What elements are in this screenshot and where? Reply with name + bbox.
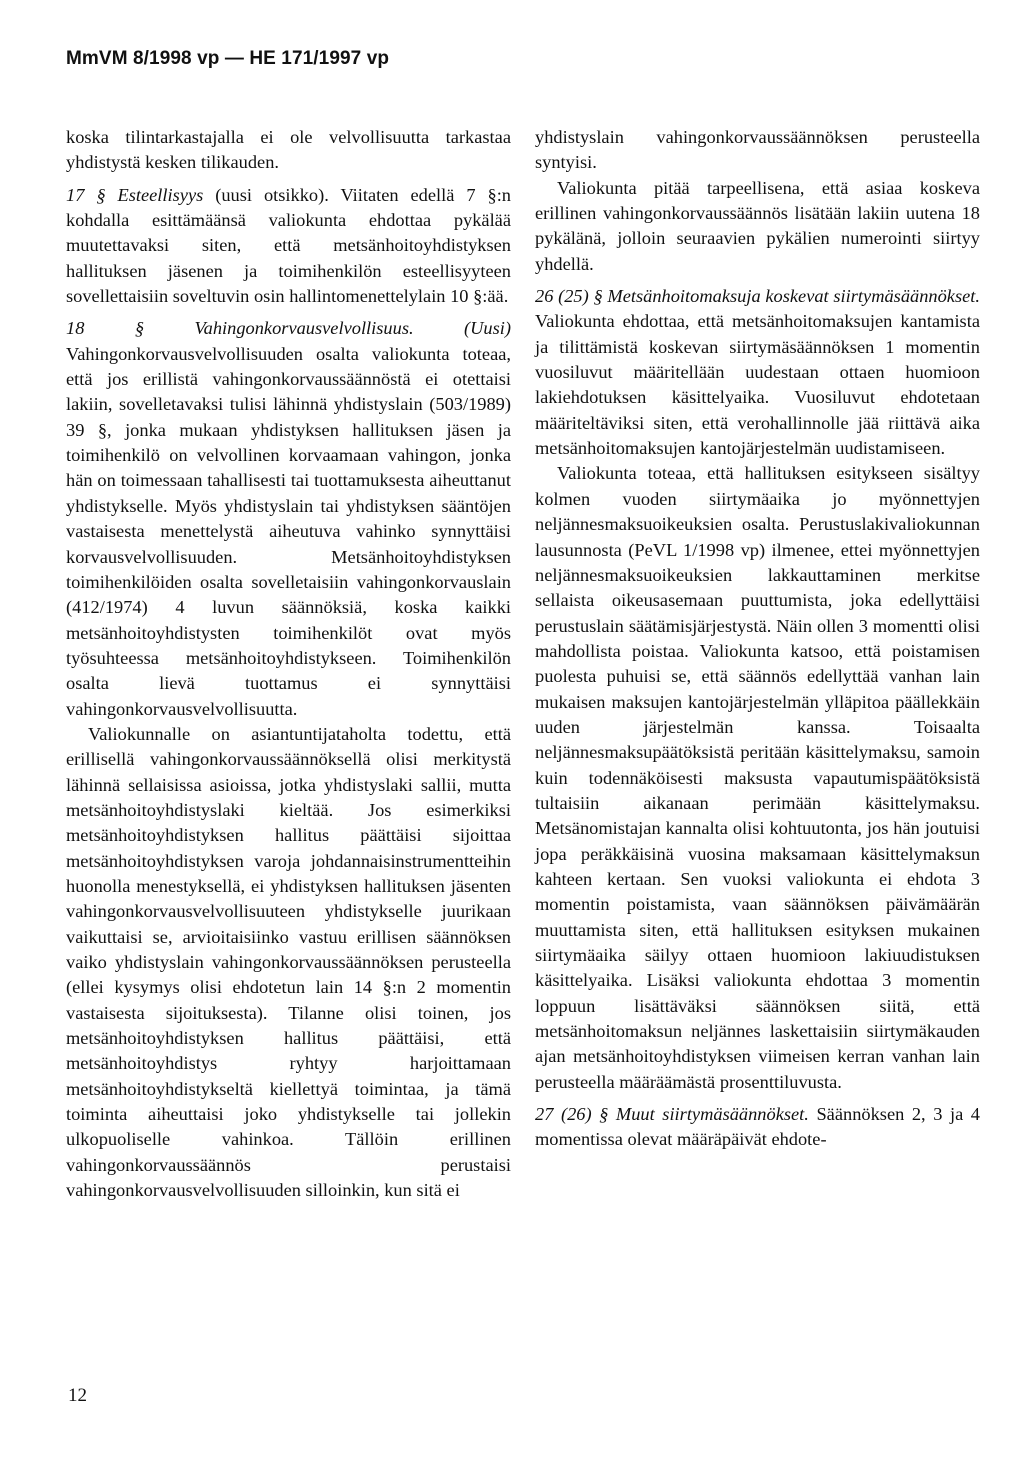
page-number: 12 bbox=[68, 1385, 87, 1406]
paragraph: yhdistyslain vahingonkorvaussäännöksen perusteella syntyisi. bbox=[535, 127, 980, 173]
paragraph-section-18 bbox=[66, 316, 511, 722]
section-text: (uusi otsikko). Viitaten edellä 7 §:n kohdalla esittämäänsä valiokunta ehdottaa pykälää muutettavaksi siten, että metsänhoitoyhdistyksen hallituksen jäsenen ja toimihenkilön esteellisyyteen sovellettaisiin soveltuvin osin hallintomenettelylain 10 §:ää. bbox=[66, 184, 512, 307]
paragraph: koska tilintarkastajalla ei ole velvollisuutta tarkastaa yhdistystä kesken tilikauden. bbox=[66, 127, 511, 173]
section-heading: 17 § Esteellisyys bbox=[66, 184, 204, 205]
paragraph-section-26 bbox=[535, 284, 980, 461]
section-heading: 18 § Vahingonkorvausvelvollisuus. (Uusi) bbox=[66, 318, 511, 339]
paragraph: Valiokunta toteaa, että hallituksen esitykseen sisältyy kolmen vuoden siirtymäaika jo myönnettyjen neljännesmaksuoikeuksien osalta. Perustuslakivaliokunnan lausunnosta (PeVL 1/1998 vp) ilmenee, ettei myönnettyjen neljännesmaksuoikeuksien lakkauttaminen merkitse sellaista oikeusasemaan puuttumista, joka edellyttäisi perustuslain säätämisjärjestystä. Näin ollen 3 momentti olisi mahdollista poistaa. Valiokunta katsoo, että poistamisen puolesta puhuisi se, että säännös edellyttää vanhan lain mukaisen maksujen kantojärjestelmän ylläpitoa päällekkäin uuden järjestelmän kanssa. Toisaalta neljännesmaksupäätöksistä peritään käsittelymaksu, samoin kuin todennäköisesti maksusta vapautumispäätöksistä tultaisiin aikanaan perimään käsittelymaksu. Metsänomistajan kannalta olisi kohtuutonta, jos hän joutuisi jopa peräkkäisinä vuosina maksamaan käsittelymaksun kahteen kertaan. Sen vuoksi valiokunta ei ehdota 3 momentin poistamista, vaan säännöksen päivämäärän muuttamista siten, että hallituksen esityksen mukainen siirtymäaika säilyy ottaen huomioon lakiuudistuksen käsittelyaika. Lisäksi valiokunta ehdottaa 3 momentin loppuun lisättäväksi säännöksen siitä, että metsänhoitomaksun neljännes laskettaisiin siirtymäkauden ajan metsänhoitoyhdistyksen viimeisen kerran vanhan lain perusteella määräämästä prosenttiluvusta. bbox=[535, 463, 980, 1092]
paragraph: Valiokunnalle on asiantuntijataholta todettu, että erillisellä vahingonkorvaussäännöksellä olisi merkitystä lähinnä sellaisissa asioissa, jotka yhdistyslaki sallii, mutta metsänhoitoyhdistyslaki kieltää. Jos esimerkiksi metsänhoitoyhdistyksen hallitus päättäisi sijoittaa metsänhoitoyhdistyksen varoja johdannaisinstrumentteihin huonolla menestyksellä, ei yhdistyksen hallituksen jäsenten vahingonkorvausvelvollisuuteen yhdistykselle juurikaan vaikuttaisi se, arvioitaisiinko vastuu erillisen säännöksen vaiko yhdistyslain vahingonkorvaussäännöksen perusteella (ellei kysymys olisi ehdotetun lain 14 §:n 2 momentin vastaisesta sijoituksesta). Tilanne olisi toinen, jos metsänhoitoyhdistyksen hallitus päättäisi, että metsänhoitoyhdistys ryhtyy harjoittamaan metsänhoitoyhdistykseltä kiellettyä toimintaa, ja tämä toiminta aiheuttaisi joko yhdistykselle tai jollekin ulkopuoliselle vahinkoa. Tällöin erillinen vahingonkorvaussäännös perustaisi vahingonkorvausvelvollisuuden silloinkin, kun sitä ei bbox=[66, 723, 511, 1201]
left-column bbox=[66, 125, 511, 1203]
paragraph: Valiokunta pitää tarpeellisena, että asiaa koskeva erillinen vahingonkorvaussäännös lisätään lakiin uutena 18 pykälänä, jolloin seuraavien pykälien numerointi siirtyy yhdellä. bbox=[535, 177, 980, 274]
section-heading: 26 (25) § Metsänhoitomaksuja koskevat siirtymäsäännökset. bbox=[535, 286, 980, 307]
paragraph-section-17 bbox=[66, 183, 511, 310]
right-column bbox=[535, 125, 980, 1153]
section-text: Säännöksen 2, 3 ja 4 momentissa olevat määräpäivät ehdote- bbox=[535, 1104, 980, 1150]
section-text: Vahingonkorvausvelvollisuuden osalta valiokunta toteaa, että jos erillistä vahingonkorvaussäännöstä ei otettaisi lakiin, sovelletavaksi tulisi lähinnä yhdistyslain (503/1989) 39 §, jonka mukaan yhdistyksen hallituksen jäsen ja toimihenkilö on velvollinen korvaamaan vahingon, jonka hän on toimessaan tahallisesti tai tuottamuksesta aiheuttanut yhdistykselle. Myös yhdistyslain tai yhdistyksen sääntöjen vastaisesta menettelystä aiheutuva vahinko synnyttäisi korvausvelvollisuuden. Metsänhoitoyhdistyksen toimihenkilöiden osalta sovelletaisiin vahingonkorvauslain (412/1974) 4 luvun säännöksiä, koska kaikki metsänhoitoyhdistysten toimihenkilöt ovat myös työsuhteessa metsänhoitoyhdistykseen. Toimihenkilön osalta lievä tuottamus ei synnyttäisi vahingonkorvausvelvollisuutta. bbox=[66, 343, 511, 719]
section-text: Valiokunta ehdottaa, että metsänhoitomaksujen kantamista ja tilittämistä koskevan siirtymäsäännöksen 1 momentin vuosiluvut määritellään uudestaan ottaen huomioon lakiehdotuksen käsittelyaika. Vuosiluvut ehdotetaan määriteltäviksi siten, että verohallinnolle jää riittävä aika metsänhoitomaksujen kantojärjestelmän uudistamiseen. bbox=[535, 311, 980, 459]
page-header: MmVM 8/1998 vp — HE 171/1997 vp bbox=[66, 48, 390, 69]
section-heading: 27 (26) § Muut siirtymäsäännökset. bbox=[535, 1104, 809, 1125]
paragraph-section-27 bbox=[535, 1102, 980, 1153]
